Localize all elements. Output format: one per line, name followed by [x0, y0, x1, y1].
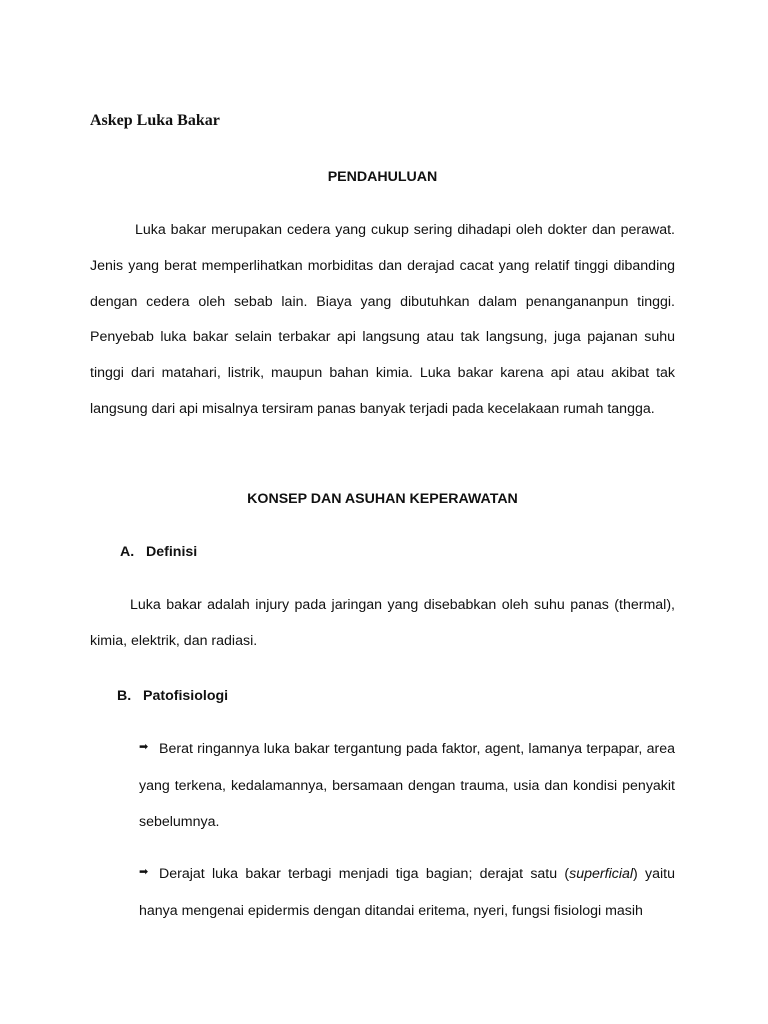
section-a-heading	[120, 544, 197, 560]
bullet-item-2-italic-term: superficial	[569, 866, 634, 882]
heading-konsep: KONSEP DAN ASUHAN KEPERAWATAN	[247, 491, 518, 507]
arrow-bullet-icon: ➡	[139, 866, 149, 878]
section-a-title: Definisi	[146, 544, 198, 560]
heading-pendahuluan: PENDAHULUAN	[327, 169, 438, 185]
bullet-item-2-text-after: ) yaitu hanya mengenai epidermis dengan ditandai eritema, nyeri, fungsi fisiologi masih	[139, 866, 676, 919]
section-b-title: Patofisiologi	[143, 688, 229, 704]
section-a-letter: A.	[120, 544, 135, 560]
section-b-letter: B.	[117, 688, 132, 704]
section-b-heading	[117, 688, 228, 704]
bullet-item-1	[139, 732, 675, 840]
bullet-item-2-text-before: Derajat luka bakar terbagi menjadi tiga bagian; derajat satu (	[159, 866, 570, 882]
document-title: Askep Luka Bakar	[90, 112, 220, 129]
arrow-bullet-icon: ➡	[139, 741, 149, 753]
bullet-item-1-text: Berat ringannya luka bakar tergantung pada faktor, agent, lamanya terpapar, area yang terkena, kedalamannya, bersamaan dengan trauma, usia dan kondisi penyakit sebelumnya.	[139, 741, 675, 830]
definition-paragraph: Luka bakar adalah injury pada jaringan yang disebabkan oleh suhu panas (thermal), kimia, elektrik, dan radiasi.	[90, 597, 675, 649]
bullet-item-2	[139, 857, 675, 930]
intro-paragraph: Luka bakar merupakan cedera yang cukup sering dihadapi oleh dokter dan perawat. Jenis yang berat memperlihatkan morbiditas dan derajad cacat yang relatif tinggi dibanding dengan cedera oleh sebab lain. Biaya yang dibutuhkan dalam penangananpun tinggi. Penyebab luka bakar selain terbakar api langsung atau tak langsung, juga pajanan suhu tinggi dari matahari, listrik, maupun bahan kimia. Luka bakar karena api atau akibat tak langsung dari api misalnya tersiram panas banyak terjadi pada kecelakaan rumah tangga.	[90, 222, 675, 417]
